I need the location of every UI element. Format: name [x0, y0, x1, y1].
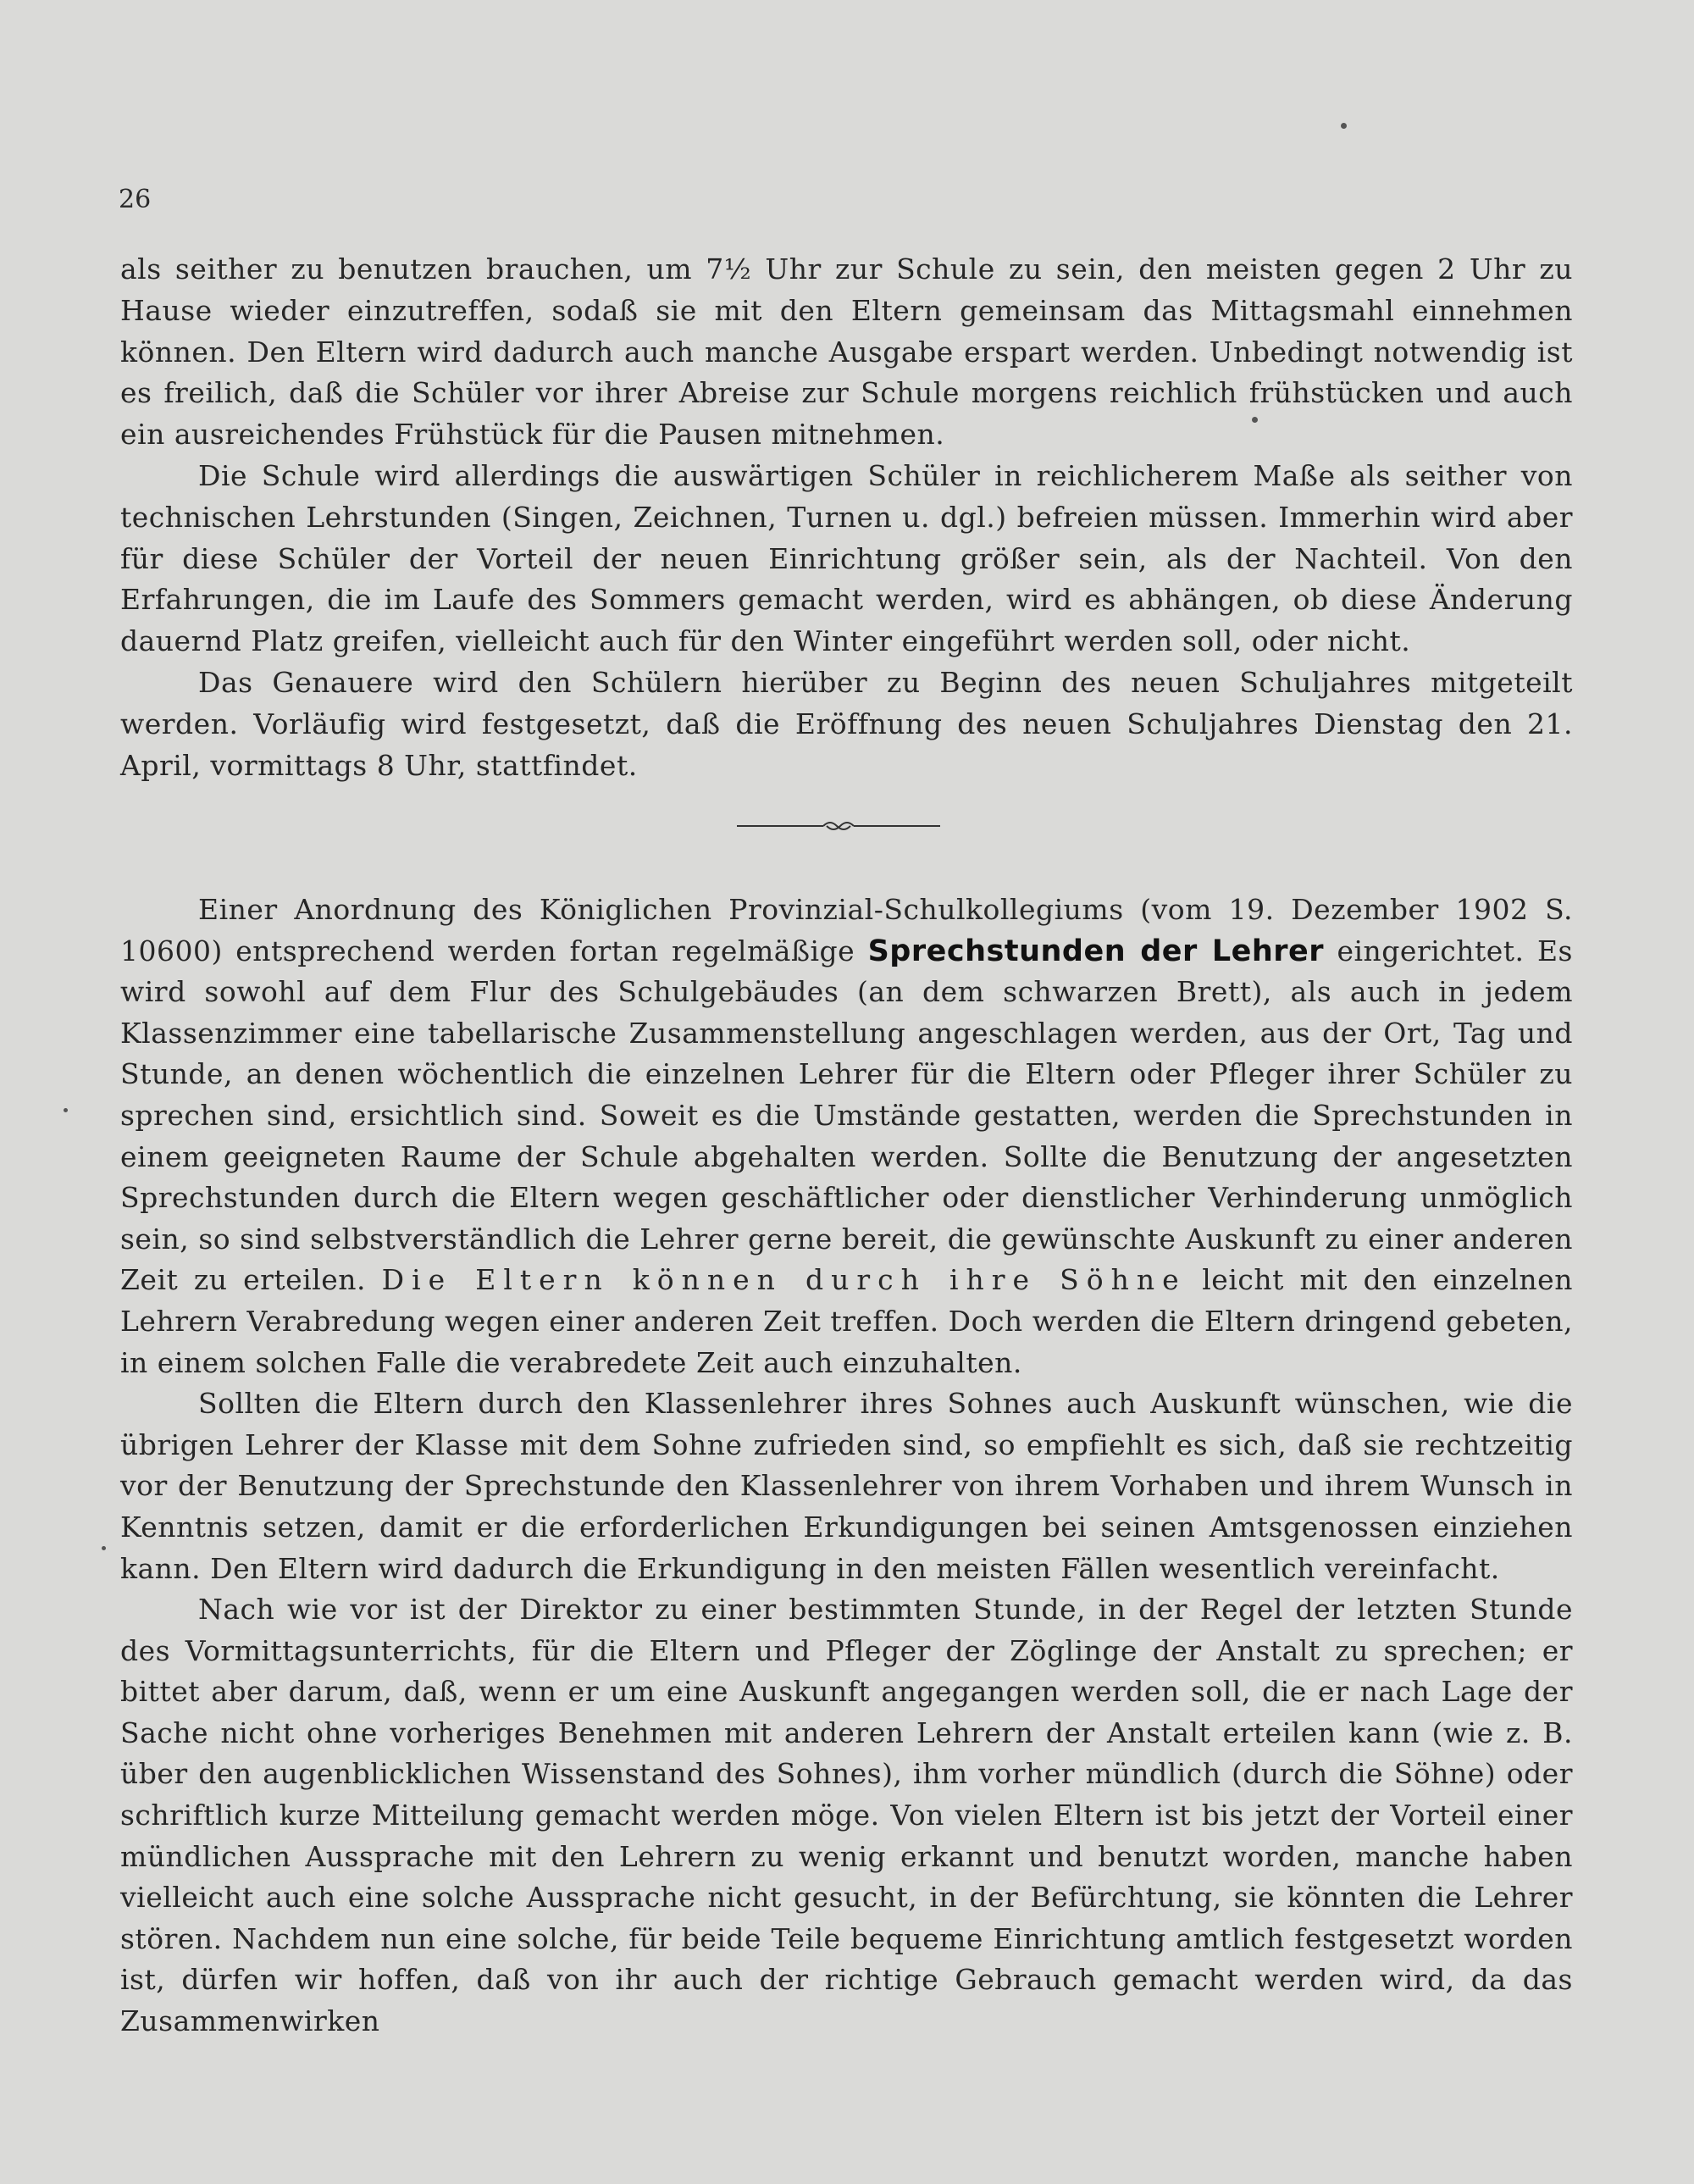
scan-speck [1252, 417, 1258, 423]
paragraph: Nach wie vor ist der Direktor zu einer bestimmten Stunde, in der Regel der letzten Stunde des Vormittagsunterrichts, für die Eltern und Pfleger der Zöglinge der Anstalt zu sprechen; er bittet aber darum, daß, wenn er um eine Auskunft angegangen werden soll, die er nach Lage der Sache nicht ohne vorheriges Benehmen mit anderen Lehrern der Anstalt erteilen kann (wie z. B. über den augenblicklichen Wissenstand des Sohnes), ihm vorher mündlich (durch die Söhne) oder schriftlich kurze Mitteilung gemacht werden möge. Von vielen Eltern ist bis jetzt der Vorteil einer mündlichen Aussprache mit den Lehrern zu wenig erkannt und benutzt worden, manche haben vielleicht auch eine solche Aussprache nicht gesucht, in der Befürchtung, sie könnten die Lehrer stören. Nachdem nun eine solche, für beide Teile bequeme Einrichtung amtlich festgesetzt worden ist, dürfen wir hoffen, daß von ihr auch der richtige Gebrauch gemacht werden wird, da das Zusammenwirken [120, 1593, 1573, 2038]
section-travel-students [120, 249, 1573, 786]
paragraph-text: eingerichtet. Es wird sowohl auf dem Flur des Schulgebäudes (an dem schwarzen Brett), als auch in jedem Klassenzimmer eine tabellarische Zusammenstellung angeschlagen werden, aus der Ort, Tag und Stunde, an denen wöchentlich die einzelnen Lehrer für die Eltern oder Pfleger ihrer Schüler zu sprechen sind, ersichtlich sind. Soweit es die Umstände gestatten, werden die Sprechstunden in einem geeigneten Raume der Schule abgehalten werden. Sollte die Benutzung der angesetzten Sprechstunden durch die Eltern wegen geschäftlicher oder dienstlicher Verhinderung unmöglich sein, so sind selbstverständlich die Lehrer gerne bereit, die gewünschte Auskunft zu einer anderen Zeit zu erteilen. [120, 934, 1573, 1297]
scan-speck [102, 1546, 106, 1550]
section-divider-ornament [737, 813, 940, 839]
section-office-hours [120, 890, 1573, 2043]
paragraph [120, 890, 1573, 1383]
scan-speck [64, 1108, 68, 1112]
spaced-emphasis: Die Eltern können durch ihre Söhne [381, 1263, 1187, 1297]
paragraph: Das Genauere wird den Schülern hierüber zu Beginn des neuen Schuljahres mitgeteilt werden. Vorläufig wird festgesetzt, daß die Eröffnung des neuen Schuljahres Dienstag den 21. April, vormittags 8 Uhr, stattfindet. [120, 665, 1573, 782]
paragraph-text: leicht mit den einzelnen Lehrern Verabredung wegen einer anderen Zeit treffen. Doch werden die Eltern dringend gebeten, in einem solchen Falle die verabredete Zeit auch einzuhalten. [120, 1263, 1573, 1379]
paragraph: Sollten die Eltern durch den Klassenlehrer ihres Sohnes auch Auskunft wünschen, wie die übrigen Lehrer der Klasse mit dem Sohne zufrieden sind, so empfiehlt es sich, daß sie rechtzeitig vor der Benutzung der Sprechstunde den Klassenlehrer von ihrem Vorhaben und ihrem Wunsch in Kenntnis setzen, damit er die erforderlichen Erkundigungen bei seinen Amtsgenossen einziehen kann. Den Eltern wird dadurch die Erkundigung in den meisten Fällen wesentlich vereinfacht. [120, 1387, 1573, 1585]
emphasized-heading: Sprechstunden der Lehrer [867, 934, 1325, 968]
scan-speck [1341, 123, 1347, 129]
page-number: 26 [119, 185, 152, 214]
paragraph: als seither zu benutzen brauchen, um 7½ Uhr zur Schule zu sein, den meisten gegen 2 Uhr zu Hause wieder einzutreffen, sodaß sie mit den Eltern gemeinsam das Mittagsmahl einnehmen können. Den Eltern wird dadurch auch manche Ausgabe erspart werden. Unbedingt notwendig ist es freilich, daß die Schüler vor ihrer Abreise zur Schule morgens reichlich frühstücken und auch ein ausreichendes Frühstück für die Pausen mitnehmen. [120, 252, 1573, 452]
paragraph-text: Einer Anordnung des Königlichen Provinzial-Schulkollegiums (vom 19. Dezember 1902 S. 10600) entsprechend werden fortan regelmäßige [120, 893, 1573, 967]
paragraph: Die Schule wird allerdings die auswärtigen Schüler in reichlicherem Maße als seither von technischen Lehrstunden (Singen, Zeichnen, Turnen u. dgl.) befreien müssen. Immerhin wird aber für diese Schüler der Vorteil der neuen Einrichtung größer sein, als der Nachteil. Von den Erfahrungen, die im Laufe des Sommers gemacht werden, wird es abhängen, ob diese Änderung dauernd Platz greifen, vielleicht auch für den Winter eingeführt werden soll, oder nicht. [120, 458, 1573, 658]
